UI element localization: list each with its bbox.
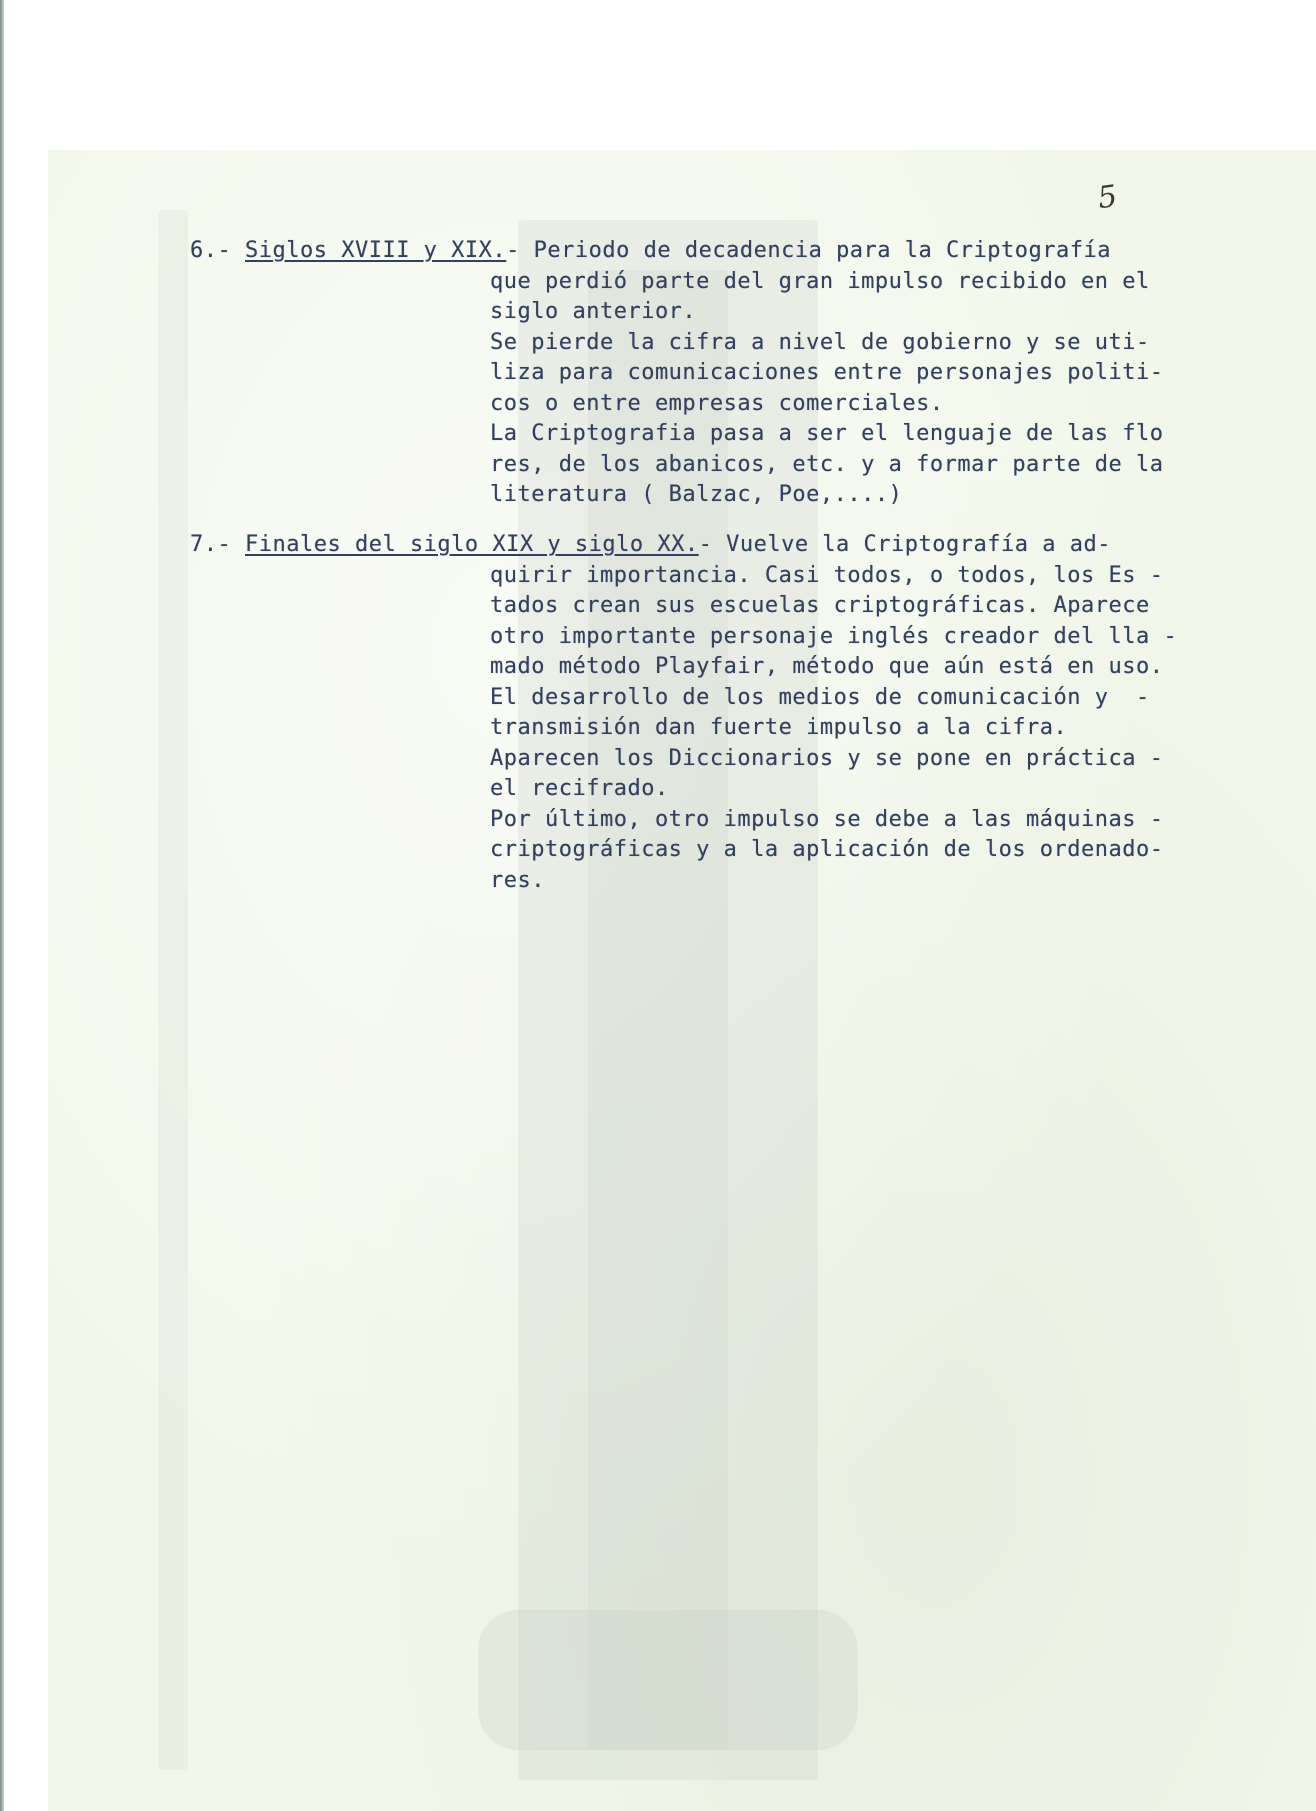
body-line: res, de los abanicos, etc. y a formar parte de la [490, 451, 1164, 477]
body-line: Vuelve la Criptografía a ad- [726, 532, 1111, 557]
body-line: res. [490, 867, 545, 893]
body-line: quirir importancia. Casi todos, o todos, los Es - [490, 562, 1164, 588]
body-line: Por último, otro impulso se debe a las máquinas - [490, 806, 1164, 832]
body-line: literatura ( Balzac, Poe,....) [490, 482, 903, 507]
body-line: otro importante personaje inglés creador del lla - [490, 623, 1178, 649]
section-6-body [490, 267, 1164, 511]
body-line: cos o entre empresas comerciales. [490, 390, 944, 416]
body-line: mado método Playfair, método que aún está en uso. [490, 654, 1164, 679]
show-through-shadow [478, 1610, 858, 1750]
section-heading: Siglos XVIII y XIX. [245, 238, 507, 263]
body-line: Se pierde la cifra a nivel de gobierno y se uti- [490, 329, 1150, 355]
section-7-body [490, 561, 1177, 897]
body-line: criptográficas y a la aplicación de los ordenado- [490, 837, 1164, 862]
show-through-shadow [158, 210, 188, 1770]
handwritten-page-number: 5 [1095, 178, 1120, 217]
section-6-header [190, 236, 1111, 267]
body-line: tados crean sus escuelas criptográficas. Aparece [490, 593, 1150, 618]
heading-dash: - [698, 532, 713, 557]
section-number: 7.- [190, 532, 232, 557]
body-line: el recifrado. [490, 776, 669, 801]
body-line: Periodo de decadencia para la Criptografía [533, 238, 1111, 263]
document-page [48, 150, 1316, 1811]
section-7-header [190, 530, 1111, 561]
section-number: 6.- [190, 238, 232, 263]
body-line: liza para comunicaciones entre personajes politi- [490, 360, 1164, 385]
body-line: Aparecen los Diccionarios y se pone en práctica - [490, 745, 1164, 771]
body-line: La Criptografia pasa a ser el lenguaje de las flo [490, 421, 1164, 446]
scan-edge [0, 0, 4, 1811]
heading-dash: - [506, 238, 520, 263]
body-line: que perdió parte del gran impulso recibido en el [490, 268, 1150, 294]
section-heading: Finales del siglo XIX y siglo XX. [245, 532, 699, 557]
body-line: siglo anterior. [490, 299, 697, 324]
body-line: El desarrollo de los medios de comunicación y - [490, 684, 1150, 710]
body-line: transmisión dan fuerte impulso a la cifra. [490, 715, 1068, 740]
